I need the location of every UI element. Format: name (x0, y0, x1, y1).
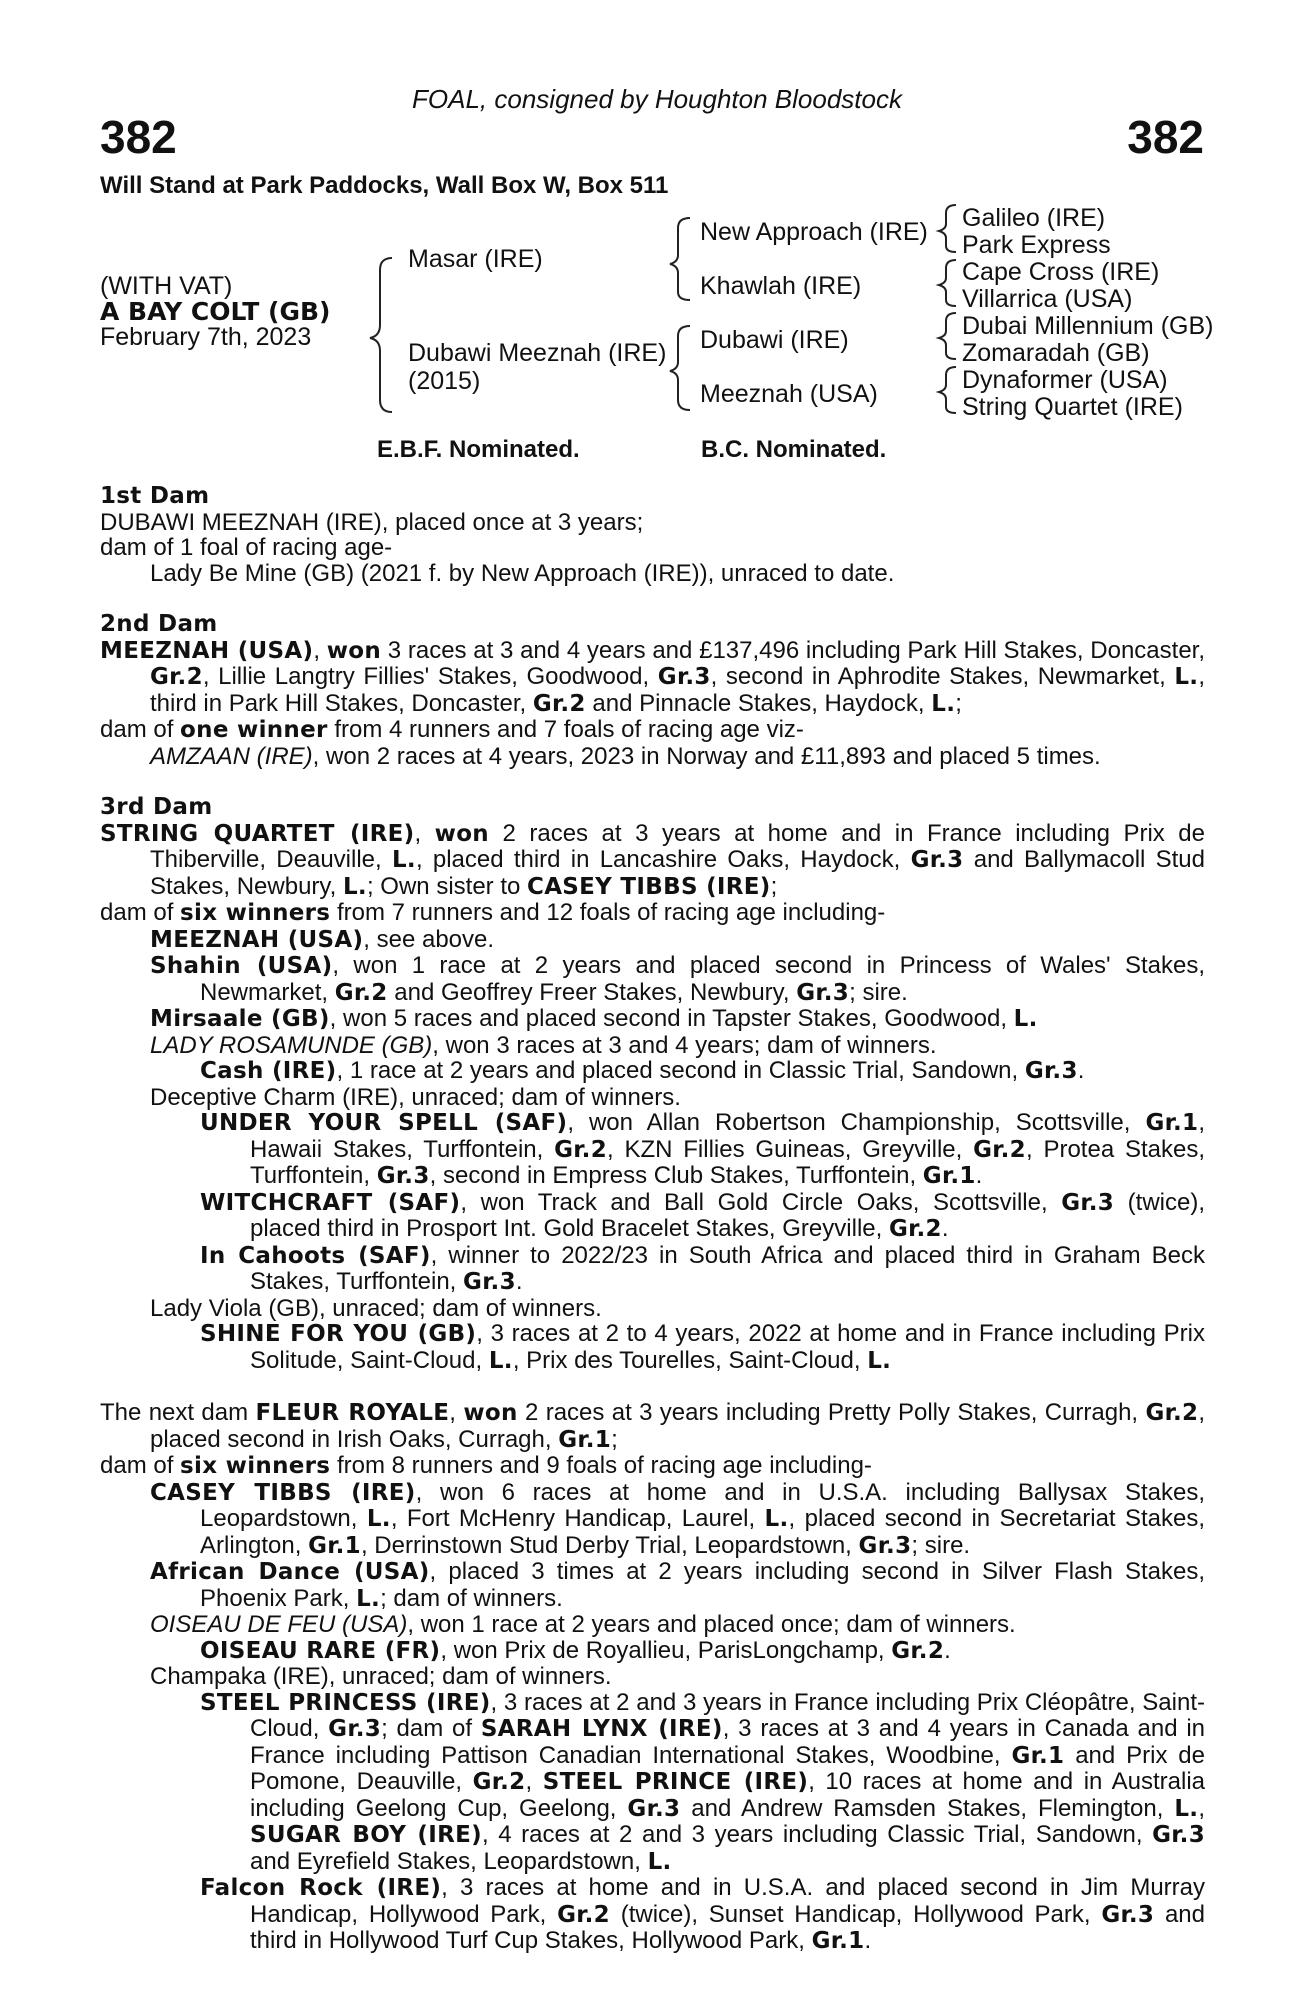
next-dam-produce-2: African Dance (USA), placed 3 times at 2 years including second in Silver Flash Stakes, Phoenix Park, L.; dam of winners. (150, 1558, 1206, 1612)
third-dam-produce-2: Shahin (USA), won 1 race at 2 years and placed second in Princess of Wales' Stakes, Newmarket, Gr.2 and Geoffrey Freer Stakes, Newbury, Gr.3; sire. (150, 952, 1206, 1006)
lot-number-right: 382 (1127, 111, 1204, 163)
ebf-nominated: E.B.F. Nominated. (377, 436, 580, 463)
next-dam-produce-1: CASEY TIBBS (IRE), won 6 races at home and in U.S.A. including Ballysax Stakes, Leopardstown, L., Fort McHenry Handicap, Laurel, L., placed second in Secretariat Stakes, Arlington, Gr.1, Derrinstown Stud Derby Trial, Leopardstown, Gr.3; sire. (150, 1478, 1206, 1559)
sire: Masar (IRE) (408, 245, 543, 273)
bc-nominated: B.C. Nominated. (701, 436, 887, 463)
second-dam-record: MEEZNAH (USA), won 3 races at 3 and 4 years and £137,496 including Park Hill Stakes, Doncaster, Gr.2, Lillie Langtry Fillies' Stakes, Goodwood, Gr.3, second in Aphrodite Stakes, Newmarket, L., third in Park Hill Stakes, Doncaster, Gr.2 and Pinnacle Stakes, Haydock, L.; (100, 636, 1206, 717)
third-dam-title: 3rd Dam (100, 794, 213, 820)
lot-number-left: 382 (100, 111, 177, 163)
foaling-date: February 7th, 2023 (100, 323, 312, 351)
dam-year: (2015) (408, 367, 481, 395)
next-dam-grandproduce-1: OISEAU RARE (FR), won Prix de Royallieu, ParisLongchamp, Gr.2. (200, 1636, 951, 1664)
third-dam-produce-4: LADY ROSAMUNDE (GB), won 3 races at 3 and 4 years; dam of winners. (150, 1031, 937, 1059)
next-dam-produce-summary: dam of six winners from 8 runners and 9 foals of racing age including- (100, 1452, 872, 1479)
next-dam-grandproduce-3: Falcon Rock (IRE), 3 races at home and in U.S.A. and placed second in Jim Murray Handicap, Hollywood Park, Gr.2 (twice), Sunset Handicap, Hollywood Park, Gr.3 and third in Hollywood Turf Cup Stakes, Hollywood Park, Gr.1. (200, 1874, 1205, 1954)
sire-dam: Khawlah (IRE) (700, 272, 862, 300)
next-dam-grandproduce-2: STEEL PRINCESS (IRE), 3 races at 2 and 3 years in France including Prix Cléopâtre, Saint-Cloud, Gr.3; dam of SARAH LYNX (IRE), 3 races at 3 and 4 years in Canada and in France including Pattison Canadian International Stakes, Woodbine, Gr.1 and Prix de Pomone, Deauville, Gr.2, STEEL PRINCE (IRE), 10 races at home and in Australia including Geelong Cup, Geelong, Gr.3 and Andrew Ramsden Stakes, Flemington, L., SUGAR BOY (IRE), 4 races at 2 and 3 years including Classic Trial, Sandown, Gr.3 and Eyrefield Stakes, Leopardstown, L. (200, 1688, 1206, 1875)
third-dam-grandproduce-1: Cash (IRE), 1 race at 2 years and placed second in Classic Trial, Sandown, Gr.3. (200, 1057, 1085, 1084)
second-dam-produce-1: AMZAAN (IRE), won 2 races at 4 years, 2023 in Norway and £11,893 and placed 5 times. (150, 742, 1101, 770)
next-dam-produce-4: Champaka (IRE), unraced; dam of winners. (150, 1663, 612, 1690)
g3-2: Park Express (962, 231, 1111, 259)
g3-3: Cape Cross (IRE) (962, 258, 1160, 286)
first-dam-line: DUBAWI MEEZNAH (IRE), placed once at 3 years; (100, 508, 644, 536)
catalogue-body (100, 484, 1205, 1955)
dam-sire: Dubawi (IRE) (700, 326, 849, 354)
third-dam-grandproduce-5: SHINE FOR YOU (GB), 3 races at 2 to 4 years, 2022 at home and in France including Prix Solitude, Saint-Cloud, L., Prix des Tourelles, Saint-Cloud, L. (200, 1320, 1205, 1374)
third-dam-grandproduce-3: WITCHCRAFT (SAF), won Track and Ball Gold Circle Oaks, Scottsville, Gr.3 (twice), placed third in Prosport Int. Gold Bracelet Stakes, Greyville, Gr.2. (200, 1188, 1205, 1242)
next-dam-record: The next dam FLEUR ROYALE, won 2 races at 3 years including Pretty Polly Stakes, Curragh, Gr.2, placed second in Irish Oaks, Curragh, Gr.1; (100, 1399, 1206, 1453)
g3-5: Dubai Millennium (GB) (962, 312, 1214, 340)
third-dam-produce-3: Mirsaale (GB), won 5 races and placed second in Tapster Stakes, Goodwood, L. (150, 1005, 1038, 1032)
horse-description: A BAY COLT (GB) (100, 297, 331, 326)
second-dam-title: 2nd Dam (100, 611, 218, 637)
g3-8: String Quartet (IRE) (962, 393, 1183, 421)
vat-note: (WITH VAT) (100, 272, 233, 300)
stand-location: Will Stand at Park Paddocks, Wall Box W, Box 511 (100, 172, 669, 199)
first-dam-title: 1st Dam (100, 483, 210, 509)
next-dam-produce-3: OISEAU DE FEU (USA), won 1 race at 2 years and placed once; dam of winners. (150, 1611, 1016, 1638)
consignment-line: FOAL, consigned by Houghton Bloodstock (412, 84, 902, 114)
first-dam-foals: dam of 1 foal of racing age- (100, 534, 393, 561)
g3-4: Villarrica (USA) (962, 285, 1133, 313)
third-dam-produce-5: Deceptive Charm (IRE), unraced; dam of winners. (150, 1083, 681, 1111)
second-dam-produce-summary: dam of one winner from 4 runners and 7 foals of racing age viz- (100, 716, 804, 743)
dam-dam: Meeznah (USA) (700, 380, 878, 408)
first-dam-produce: Lady Be Mine (GB) (2021 f. by New Approach (IRE)), unraced to date. (150, 559, 895, 587)
third-dam-grandproduce-4: In Cahoots (SAF), winner to 2022/23 in South Africa and placed third in Graham Beck Stakes, Turffontein, Gr.3. (200, 1241, 1205, 1295)
third-dam-produce-1: MEEZNAH (USA), see above. (150, 925, 495, 953)
g3-6: Zomaradah (GB) (962, 339, 1150, 367)
third-dam-produce-6: Lady Viola (GB), unraced; dam of winners. (150, 1294, 602, 1322)
third-dam-record: STRING QUARTET (IRE), won 2 races at 3 years at home and in France including Prix de Thiberville, Deauville, L., placed third in Lancashire Oaks, Haydock, Gr.3 and Ballymacoll Stud Stakes, Newbury, L.; Own sister to CASEY TIBBS (IRE); (100, 819, 1206, 900)
dam: Dubawi Meeznah (IRE) (408, 339, 667, 367)
g3-1: Galileo (IRE) (962, 204, 1106, 232)
sire-sire: New Approach (IRE) (700, 218, 928, 246)
third-dam-grandproduce-2: UNDER YOUR SPELL (SAF), won Allan Robertson Championship, Scottsville, Gr.1, Hawaii Stakes, Turffontein, Gr.2, KZN Fillies Guineas, Greyville, Gr.2, Protea Stakes, Turffontein, Gr.3, second in Empress Club Stakes, Turffontein, Gr.1. (200, 1109, 1206, 1189)
g3-7: Dynaformer (USA) (962, 366, 1168, 394)
third-dam-produce-summary: dam of six winners from 7 runners and 12 foals of racing age including- (100, 899, 886, 926)
